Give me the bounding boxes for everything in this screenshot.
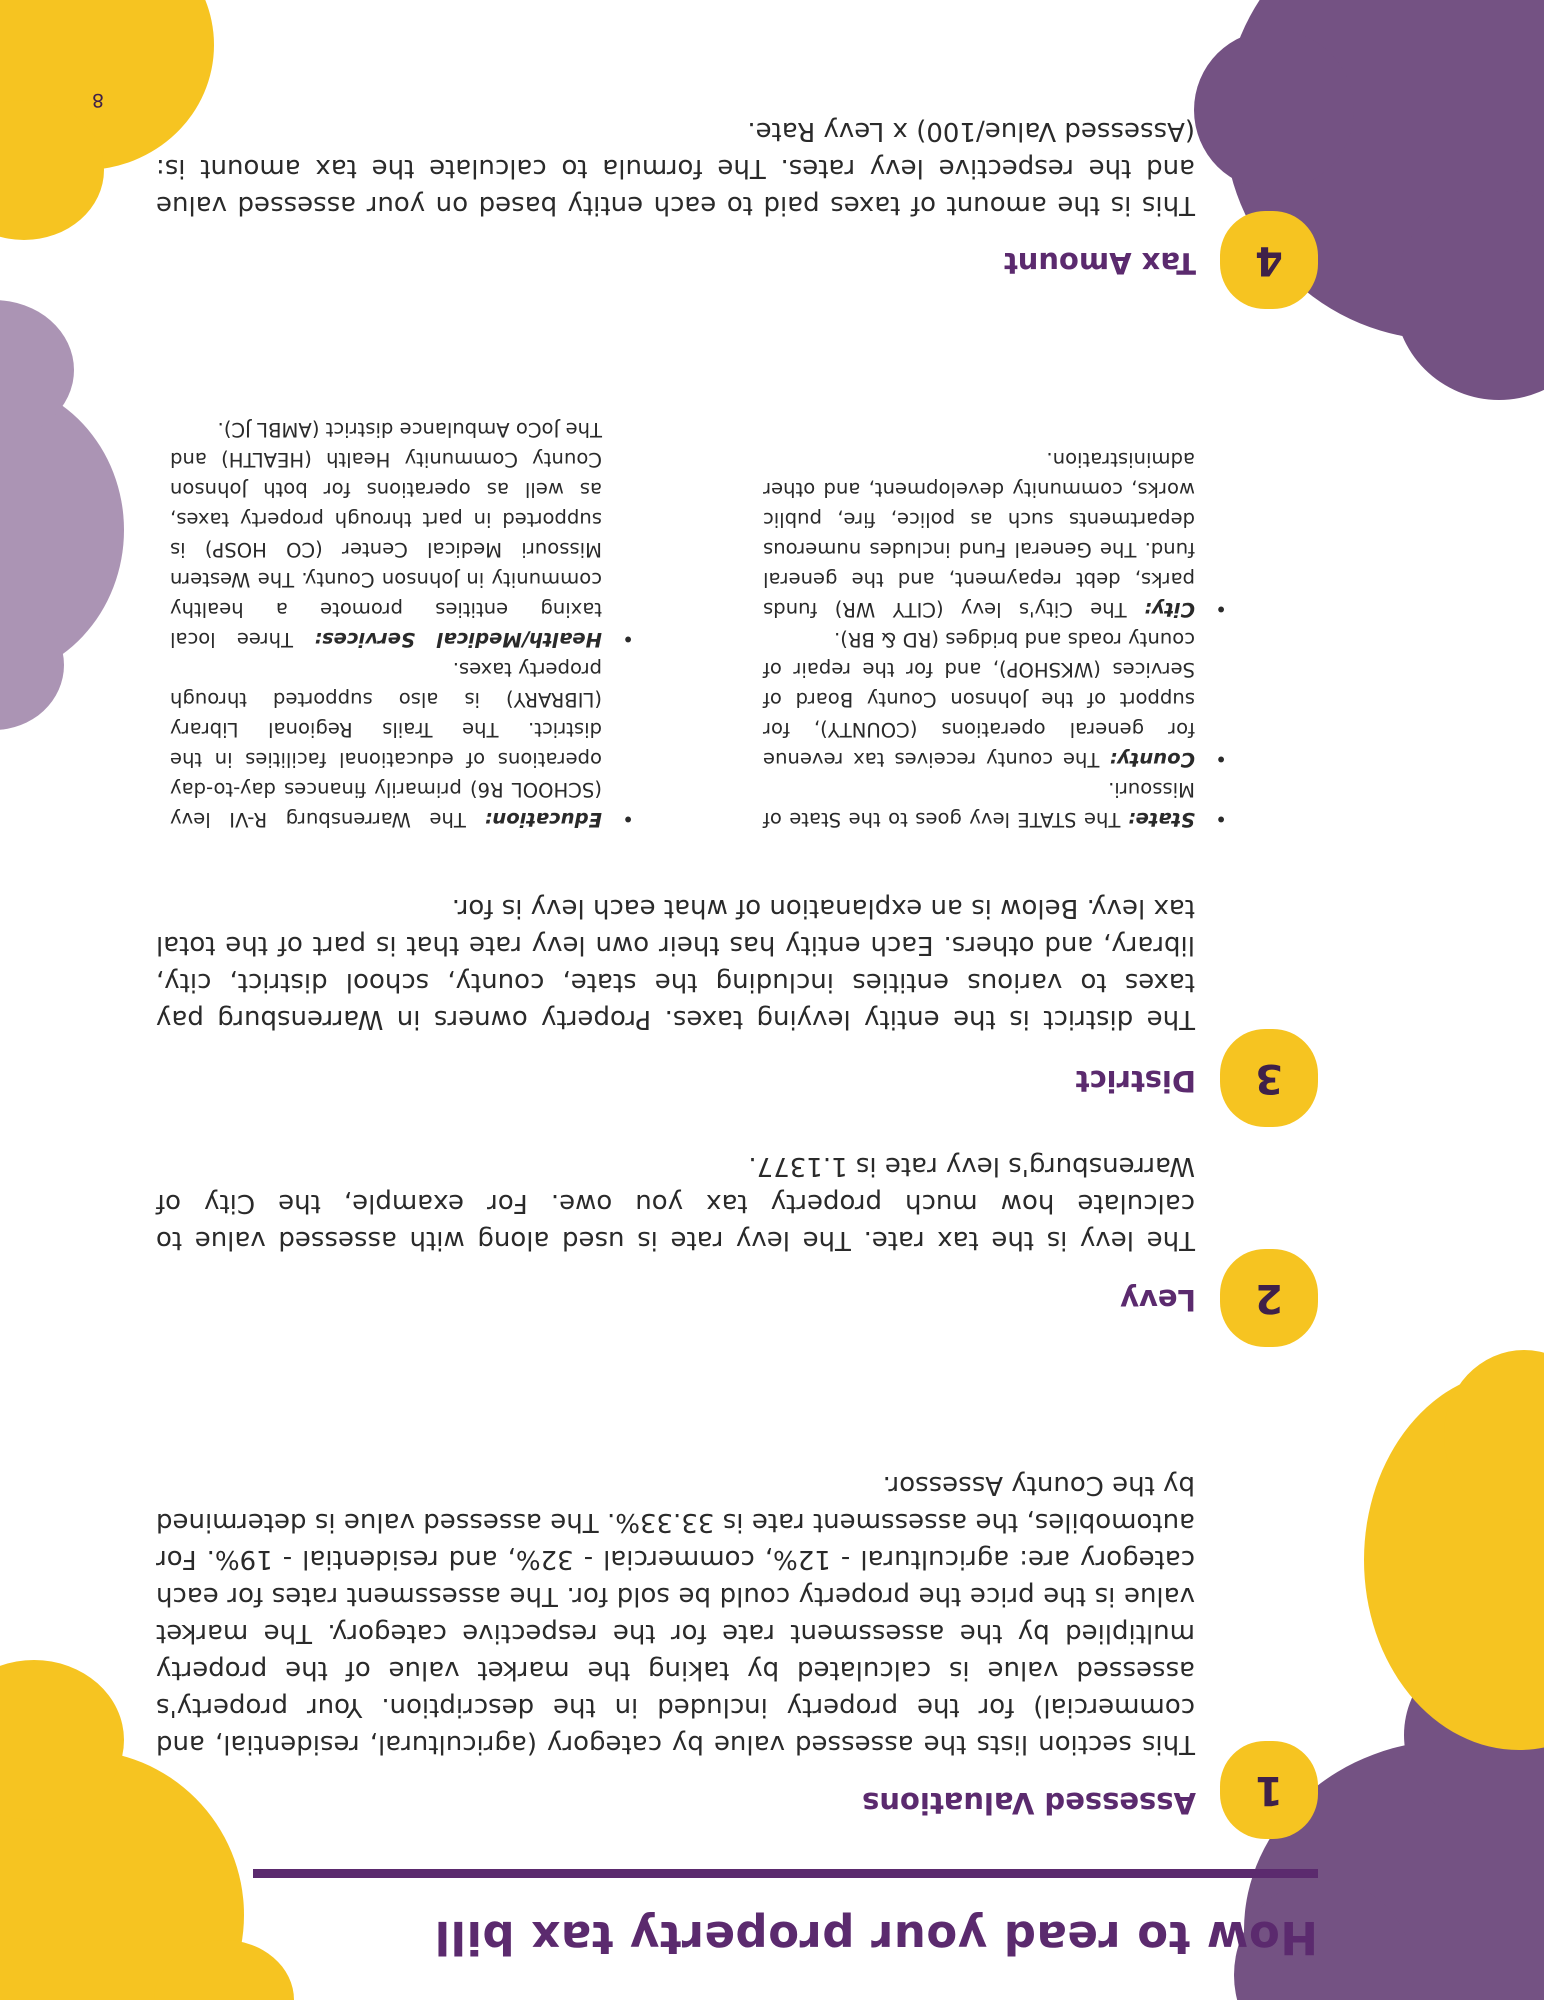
levy-description: The STATE levy goes to the State of Missouri. (763, 778, 1195, 831)
section-1-number: 1 (1255, 1767, 1283, 1813)
section-4-heading: Tax Amount (1003, 246, 1196, 280)
levy-item-education (170, 654, 650, 834)
section-2-number: 2 (1255, 1275, 1283, 1321)
section-3-text: The district is the entity levying taxes. Property owners in Warrensburg pay taxes to various entities including the state, county, school district, city, library, and others. Each entity has their own levy rate that is part of the total tax levy. Below is an explanation of what each levy is for. (156, 893, 1195, 1034)
section-4-text: This is the amount of taxes paid to each entity based on your assessed value and the respective levy rates. The formula to calculate the tax amount is: (Assessed Value/100) x Levy Rate. (156, 116, 1195, 220)
section-1-text: This section lists the assessed value by category (agricultural, residential, and commercial) for the property included in the description. Your property's assessed value is calculated by taking the market value of the property multiplied by the assessment rate for the respective category. The market value is the price the property could be sold for. The assessment rates for each category are: agricultural - 12%, commercial - 32%, and residential - 19%. For automobiles, the assessment rate is 33.33%. The assessed value is determined by the County Assessor. (156, 1470, 1195, 1759)
levy-term: County: (1109, 748, 1195, 771)
levy-term: City: (1143, 598, 1195, 621)
levy-item-city (763, 444, 1243, 624)
levy-term: Health/Medical Services: (314, 628, 602, 651)
levy-term: State: (1127, 808, 1195, 831)
district-levies-list-left (170, 414, 650, 834)
levy-term: Education: (484, 808, 602, 831)
section-4-number: 4 (1255, 237, 1283, 283)
levy-description: The Warrensburg R-VI levy (SCHOOL R6) primarily finances day-to-day operations of educational facilities in the district. The Trails Regional Library (LIBRARY) is also supported through property taxes. (170, 658, 602, 831)
levy-description: The City's levy (CITY WR) funds parks, debt repayment, and the general fund. The General Fund includes numerous departments such as police, fire, public works, community development, and other administration. (763, 448, 1195, 621)
section-2-number-badge (1220, 1249, 1318, 1347)
title-divider (253, 1869, 1318, 1878)
levy-item-county (763, 624, 1243, 774)
section-4-number-badge (1220, 211, 1318, 309)
levy-description: The county receives tax revenue for general operations (COUNTY), for support of the Johnson County Board of Services (WKSHOP), and for the repair of county roads and bridges (RD & BR). (763, 628, 1195, 771)
levy-item-state (763, 774, 1243, 834)
page-title: How to read your property tax bill (434, 1911, 1318, 1964)
section-3-number-badge (1220, 1029, 1318, 1127)
levy-description: Three local taxing entities promote a healthy community in Johnson County. The Western Missouri Medical Center (CO HOSP) is supported in part through property taxes, as well as operations for both Johnson County Community Health (HEALTH) and The JoCo Ambulance district (AMBL JC). (170, 418, 602, 651)
section-1-heading: Assessed Valuations (862, 1786, 1196, 1820)
section-2-heading: Levy (1120, 1283, 1196, 1317)
district-levies-list-right (763, 444, 1243, 834)
page-number: 8 (91, 89, 104, 111)
section-2-text: The levy is the tax rate. The levy rate is used along with assessed value to calculate how much property tax you owe. For example, the City of Warrensburg's levy rate is 1.1377. (156, 1151, 1195, 1255)
section-3-heading: District (1075, 1064, 1196, 1098)
levy-item-health (170, 414, 650, 654)
section-1-number-badge (1220, 1741, 1318, 1839)
section-3-number: 3 (1255, 1055, 1283, 1101)
